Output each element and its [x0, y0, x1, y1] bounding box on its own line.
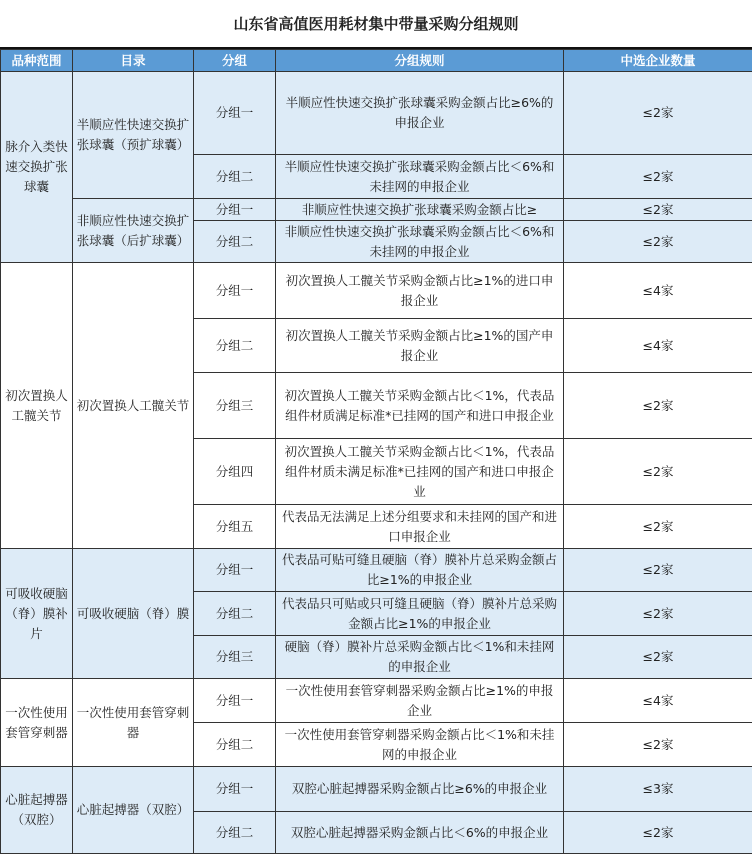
table-row [1, 767, 752, 812]
count-cell: ≤2家 [564, 592, 752, 636]
table-row [1, 549, 752, 592]
group-cell: 分组四 [194, 439, 276, 505]
rule-cell: 一次性使用套管穿刺器采购金额占比≥1%的申报企业 [276, 679, 564, 723]
header-group: 分组 [194, 50, 276, 72]
page-title: 山东省高值医用耗材集中带量采购分组规则 [0, 0, 752, 49]
rule-cell: 初次置换人工髋关节采购金额占比＜1%，代表品组件材质满足标准*已挂网的国产和进口申报企业 [276, 373, 564, 439]
rule-cell: 初次置换人工髋关节采购金额占比≥1%的国产申报企业 [276, 319, 564, 373]
group-cell: 分组一 [194, 679, 276, 723]
catalog-cell: 可吸收硬脑（脊）膜 [73, 549, 194, 679]
rule-cell: 代表品可贴可缝且硬脑（脊）膜补片总采购金额占比≥1%的申报企业 [276, 549, 564, 592]
group-cell: 分组一 [194, 72, 276, 155]
table-row [1, 679, 752, 723]
header-category: 品种范围 [1, 50, 73, 72]
group-cell: 分组三 [194, 373, 276, 439]
count-cell: ≤2家 [564, 636, 752, 679]
group-cell: 分组五 [194, 505, 276, 549]
header-rule: 分组规则 [276, 50, 564, 72]
header-catalog: 目录 [73, 50, 194, 72]
group-cell: 分组二 [194, 319, 276, 373]
rule-cell: 双腔心脏起搏器采购金额占比＜6%的申报企业 [276, 812, 564, 854]
count-cell: ≤4家 [564, 319, 752, 373]
group-cell: 分组一 [194, 263, 276, 319]
catalog-cell: 一次性使用套管穿刺器 [73, 679, 194, 767]
rule-cell: 非顺应性快速交换扩张球囊采购金额占比＜6%和未挂网的申报企业 [276, 221, 564, 263]
catalog-cell: 半顺应性快速交换扩张球囊（预扩球囊） [73, 72, 194, 199]
table-row [1, 263, 752, 319]
group-cell: 分组一 [194, 767, 276, 812]
category-cell: 一次性使用套管穿刺器 [1, 679, 73, 767]
table-row [1, 199, 752, 221]
rule-cell: 双腔心脏起搏器采购金额占比≥6%的申报企业 [276, 767, 564, 812]
count-cell: ≤2家 [564, 812, 752, 854]
rule-cell: 一次性使用套管穿刺器采购金额占比＜1%和未挂网的申报企业 [276, 723, 564, 767]
rule-cell: 硬脑（脊）膜补片总采购金额占比＜1%和未挂网的申报企业 [276, 636, 564, 679]
group-cell: 分组二 [194, 221, 276, 263]
group-cell: 分组三 [194, 636, 276, 679]
count-cell: ≤2家 [564, 505, 752, 549]
count-cell: ≤2家 [564, 72, 752, 155]
count-cell: ≤4家 [564, 263, 752, 319]
count-cell: ≤2家 [564, 723, 752, 767]
category-cell: 脉介入类快速交换扩张球囊 [1, 72, 73, 263]
group-cell: 分组二 [194, 812, 276, 854]
rule-cell: 非顺应性快速交换扩张球囊采购金额占比≥ [276, 199, 564, 221]
rule-cell: 代表品只可贴或只可缝且硬脑（脊）膜补片总采购金额占比≥1%的申报企业 [276, 592, 564, 636]
count-cell: ≤2家 [564, 155, 752, 199]
group-cell: 分组一 [194, 199, 276, 221]
grouping-rules-table [0, 49, 752, 854]
group-cell: 分组一 [194, 549, 276, 592]
count-cell: ≤2家 [564, 221, 752, 263]
rule-cell: 半顺应性快速交换扩张球囊采购金额占比≥6%的申报企业 [276, 72, 564, 155]
rule-cell: 代表品无法满足上述分组要求和未挂网的国产和进口申报企业 [276, 505, 564, 549]
table-header-row [1, 50, 752, 72]
rule-cell: 半顺应性快速交换扩张球囊采购金额占比＜6%和未挂网的申报企业 [276, 155, 564, 199]
count-cell: ≤3家 [564, 767, 752, 812]
group-cell: 分组二 [194, 155, 276, 199]
count-cell: ≤2家 [564, 439, 752, 505]
count-cell: ≤2家 [564, 549, 752, 592]
group-cell: 分组二 [194, 592, 276, 636]
rule-cell: 初次置换人工髋关节采购金额占比＜1%，代表品组件材质未满足标准*已挂网的国产和进口申报企业 [276, 439, 564, 505]
catalog-cell: 初次置换人工髋关节 [73, 263, 194, 549]
category-cell: 可吸收硬脑（脊）膜补片 [1, 549, 73, 679]
header-count: 中选企业数量 [564, 50, 752, 72]
table-row [1, 72, 752, 155]
category-cell: 初次置换人工髋关节 [1, 263, 73, 549]
category-cell: 心脏起搏器（双腔） [1, 767, 73, 854]
catalog-cell: 心脏起搏器（双腔） [73, 767, 194, 854]
count-cell: ≤2家 [564, 373, 752, 439]
catalog-cell: 非顺应性快速交换扩张球囊（后扩球囊） [73, 199, 194, 263]
count-cell: ≤4家 [564, 679, 752, 723]
count-cell: ≤2家 [564, 199, 752, 221]
rule-cell: 初次置换人工髋关节采购金额占比≥1%的进口申报企业 [276, 263, 564, 319]
group-cell: 分组二 [194, 723, 276, 767]
